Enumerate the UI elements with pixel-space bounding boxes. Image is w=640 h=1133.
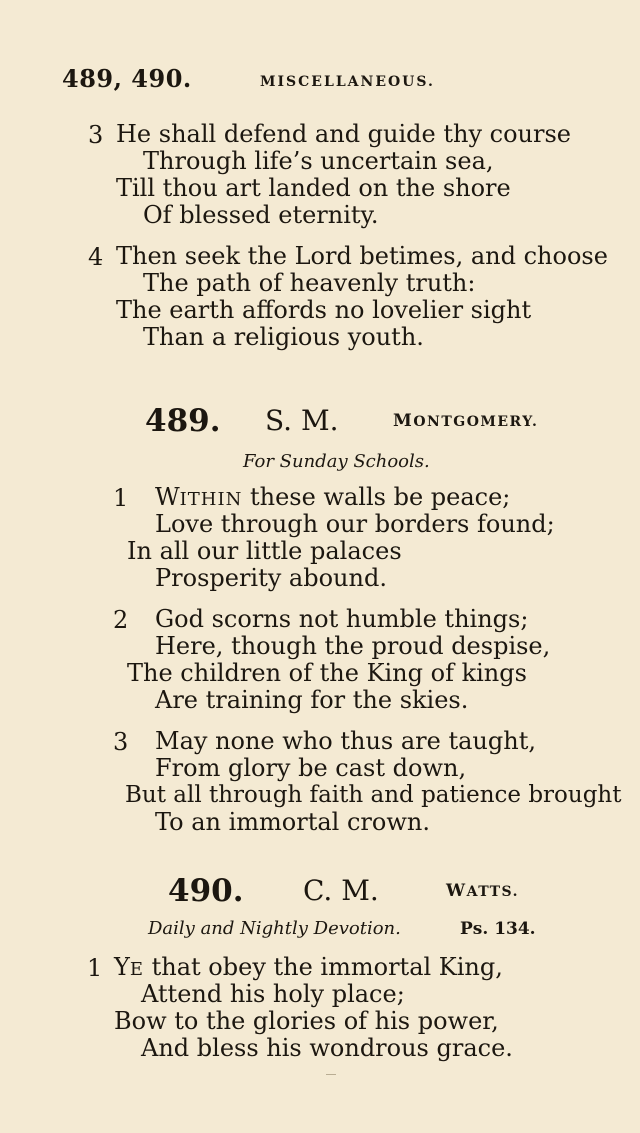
verse-line: Prosperity abound. bbox=[155, 564, 387, 592]
hymn-subtitle: Daily and Nightly Devotion. bbox=[148, 918, 401, 939]
verse-line: Here, though the proud despise, bbox=[155, 632, 551, 660]
hymn-meter: C. M. bbox=[303, 874, 379, 907]
stanza-number: 1 bbox=[87, 954, 103, 982]
author-initial: W bbox=[446, 881, 467, 901]
author-rest: ATTS. bbox=[466, 884, 520, 900]
stanza-number: 3 bbox=[88, 121, 104, 149]
verse-line: In all our little palaces bbox=[127, 537, 402, 565]
line-rest: that obey the immortal King, bbox=[143, 953, 503, 981]
stanza-number: 1 bbox=[113, 484, 129, 512]
verse-line: Bow to the glories of his power, bbox=[114, 1007, 499, 1035]
initial-capital: W bbox=[155, 483, 180, 511]
verse-line: Of blessed eternity. bbox=[143, 201, 379, 229]
hymn-author bbox=[446, 881, 519, 901]
page-blemish bbox=[326, 1074, 336, 1075]
psalm-reference: Ps. 134. bbox=[460, 919, 536, 939]
verse-line: Than a religious youth. bbox=[143, 323, 424, 351]
page-header-numbers: 489, 490. bbox=[62, 64, 192, 93]
stanza-number: 3 bbox=[113, 728, 129, 756]
hymn-author bbox=[393, 411, 538, 431]
verse-line: He shall defend and guide thy course bbox=[116, 120, 572, 148]
verse-line: Attend his holy place; bbox=[141, 980, 405, 1008]
verse-line: Till thou art landed on the shore bbox=[116, 174, 511, 202]
initial-capital: Y bbox=[114, 953, 130, 981]
page-header-section: MISCELLANEOUS. bbox=[260, 74, 435, 90]
verse-line: Through life’s uncertain sea, bbox=[143, 147, 494, 175]
hymn-subtitle: For Sunday Schools. bbox=[243, 451, 430, 472]
verse-line bbox=[155, 484, 510, 513]
verse-line: And bless his wondrous grace. bbox=[141, 1034, 513, 1062]
stanza-number: 2 bbox=[113, 606, 129, 634]
verse-line: The earth affords no lovelier sight bbox=[116, 296, 532, 324]
verse-line: To an immortal crown. bbox=[155, 808, 430, 836]
verse-line: Then seek the Lord betimes, and choose bbox=[116, 242, 608, 270]
verse-line: Are training for the skies. bbox=[155, 686, 469, 714]
verse-line: The path of heavenly truth: bbox=[143, 269, 476, 297]
author-initial: M bbox=[393, 411, 414, 431]
verse-line: Love through our borders found; bbox=[155, 510, 555, 538]
author-rest: ONTGOMERY. bbox=[413, 414, 539, 430]
small-caps-word: E bbox=[129, 959, 144, 980]
verse-line: The children of the King of kings bbox=[127, 659, 527, 687]
verse-line: God scorns not humble things; bbox=[155, 605, 529, 633]
hymn-meter: S. M. bbox=[265, 404, 339, 437]
small-caps-word: ITHIN bbox=[179, 489, 243, 510]
hymn-number: 490. bbox=[168, 873, 244, 909]
verse-line: From glory be cast down, bbox=[155, 754, 467, 782]
verse-line: May none who thus are taught, bbox=[155, 727, 536, 755]
verse-line: But all through faith and patience brought bbox=[125, 782, 622, 808]
verse-line bbox=[114, 954, 503, 983]
stanza-number: 4 bbox=[88, 243, 104, 271]
line-rest: these walls be peace; bbox=[242, 483, 511, 511]
hymn-number: 489. bbox=[145, 403, 221, 439]
